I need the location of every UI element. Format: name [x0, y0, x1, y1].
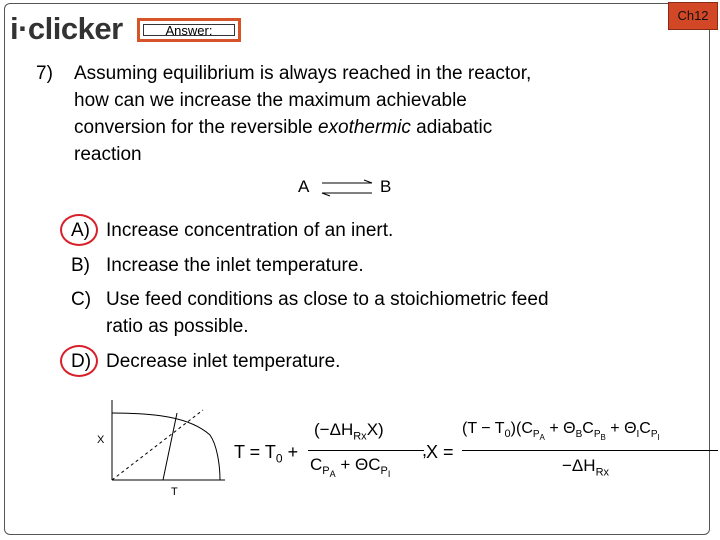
reactant: A [298, 177, 310, 196]
reaction-equation [298, 175, 408, 201]
eq1-num-text: (−ΔH [314, 420, 354, 439]
conversion-temperature-graph [95, 395, 235, 505]
equilibrium-arrows-icon [318, 175, 376, 201]
question-text [74, 60, 674, 168]
option-c-text: Use feed conditions as close to a stoichiometric feed [106, 289, 549, 310]
eq2-numerator [462, 420, 660, 442]
eq2-num-pi: P [650, 429, 658, 441]
eq1-plus: + [287, 442, 299, 462]
eq2-num-e: + Θ [605, 420, 637, 437]
energy-balance-line [112, 410, 203, 480]
option-a-letter: A) [71, 220, 90, 241]
logo-text: i·clicker [10, 11, 123, 46]
graph-x-label: T [171, 486, 178, 498]
eq1-den-mid: + ΘC [335, 455, 381, 474]
eq2-denominator [562, 456, 609, 478]
option-b-letter: B) [71, 255, 90, 276]
eq1-num-tail: X) [366, 420, 384, 439]
eq1-den-a: C [310, 455, 323, 474]
question-emphasis: exothermic [317, 117, 411, 138]
eq2-num-pi-sub: I [657, 433, 660, 443]
graph-y-label: X [97, 434, 105, 446]
eq2-num-pb-sub: B [600, 433, 606, 443]
eq2-fraction-bar [462, 450, 718, 451]
eq1-numerator [314, 420, 384, 442]
eq1-den-b-subsub: I [387, 469, 391, 480]
question-line-3-tail: adiabatic [410, 117, 493, 138]
eq2-num-pa-sub: A [539, 433, 545, 443]
eq2-den: −ΔH [562, 456, 596, 475]
answer-label: Answer: [143, 24, 235, 36]
eq2-num-pb: P [593, 429, 601, 441]
eq1-fraction-bar [308, 450, 424, 451]
eq2-num-a-sub: 0 [504, 428, 511, 441]
eq2-num-c: + Θ [544, 420, 576, 437]
question-line-4: reaction [74, 144, 142, 165]
eq1-denominator [310, 455, 390, 480]
iclicker-logo [10, 12, 123, 46]
eq2-num-f: C [639, 420, 651, 437]
eq2-num-d: C [582, 420, 594, 437]
equilibrium-curve [112, 413, 220, 480]
question-line-3-start: conversion for the reversible [74, 117, 318, 138]
option-d-letter: D) [71, 351, 92, 372]
eq1-sub: 0 [275, 451, 283, 466]
eq-comma: , [422, 440, 428, 460]
eq1-den-a-sub: P [322, 465, 330, 478]
adiabatic-line [163, 413, 177, 480]
question-line-3 [74, 114, 674, 141]
eq2-num-pa: P [532, 429, 540, 441]
option-a-text: Increase concentration of an inert. [106, 220, 394, 241]
eq2-num-b: )(C [510, 420, 533, 437]
eq2-num-b-sub: B [575, 429, 583, 441]
eq1-den-b-sub: P [380, 465, 388, 478]
eq1-den-a-subsub: A [329, 469, 336, 480]
option-c-letter: C) [71, 289, 92, 310]
question-line-2: how can we increase the maximum achievable [74, 90, 467, 111]
product: B [380, 177, 392, 196]
option-b-text: Increase the inlet temperature. [106, 255, 364, 276]
answer-box [137, 18, 241, 42]
option-c-text-2: ratio as possible. [106, 316, 249, 337]
option-d-text: Decrease inlet temperature. [106, 351, 341, 372]
question-number: 7) [36, 63, 53, 84]
eq2-lhs: X = [426, 442, 454, 462]
eq2-num-a: (T − T [462, 420, 505, 437]
chapter-tag: Ch12 [668, 2, 718, 30]
eq1-num-sub: Rx [353, 430, 367, 443]
eq2-num-i-sub: I [636, 429, 640, 441]
eq1-lhs: T = T [234, 442, 276, 462]
eq2-den-sub: Rx [595, 466, 610, 479]
question-line-1: Assuming equilibrium is always reached in the reactor, [74, 63, 532, 84]
